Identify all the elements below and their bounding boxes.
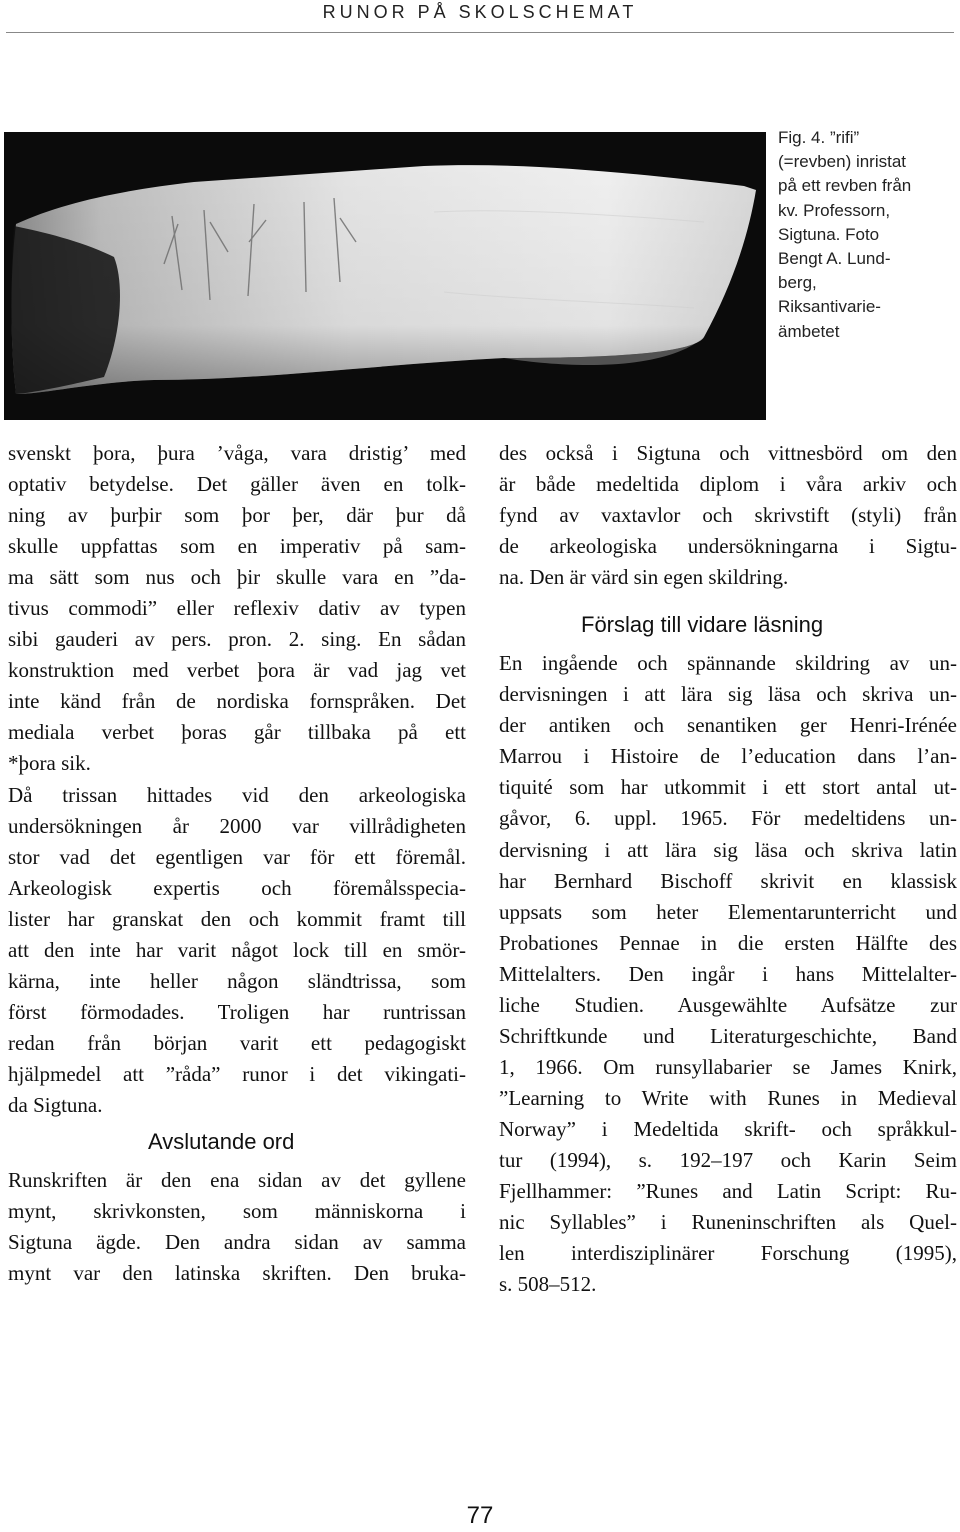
text-line: der antiken och senantiken ger Henri-Irénée <box>499 713 957 738</box>
text-line: de arkeologiska undersökningarna i Sigtu- <box>499 534 957 559</box>
text-line: mynt, skrivkonsten, som människorna i <box>8 1199 466 1224</box>
text-line: konstruktion med verbet þora är vad jag vet <box>8 658 466 683</box>
text-line: s. 508–512. <box>499 1272 597 1297</box>
caption-line: berg, <box>778 273 817 293</box>
page-number: 77 <box>466 1502 494 1529</box>
section-heading: Avslutande ord <box>148 1129 295 1155</box>
text-line: sibi gauderi av pers. pron. 2. sing. En sådan <box>8 627 466 652</box>
text-line: optativ betydelse. Det gäller även en tolk- <box>8 472 466 497</box>
paragraph <box>499 438 957 593</box>
caption-line: på ett revben från <box>778 176 912 196</box>
text-line: först förmodades. Troligen har runtrissan <box>8 999 466 1024</box>
text-line: da Sigtuna. <box>8 1092 103 1117</box>
text-line: dervisning i att lära sig läsa och skriva latin <box>499 837 957 862</box>
text-line: uppsats som heter Elementarunterricht und <box>499 899 957 924</box>
text-line: stor vad det egentligen var för ett föremål. <box>8 844 466 869</box>
text-line: skulle uppfattas som en imperativ på sam- <box>8 534 466 559</box>
text-line: na. Den är värd sin egen skildring. <box>499 565 789 590</box>
text-line: Schriftkunde und Literaturgeschichte, Band <box>499 1023 957 1048</box>
text-line: liche Studien. Ausgewählte Aufsätze zur <box>499 992 957 1017</box>
paragraph <box>8 1165 466 1289</box>
rib-bone-photo <box>4 132 766 420</box>
text-line: des också i Sigtuna och vittnesbörd om den <box>499 441 957 465</box>
text-line: Runskriften är den ena sidan av det gyllene <box>8 1168 466 1193</box>
text-line: Arkeologisk expertis och föremålsspecia- <box>8 875 466 900</box>
caption-line: (=revben) inristat <box>778 152 907 172</box>
text-line: *þora sik. <box>8 751 91 776</box>
text-line: att den inte har varit något lock till en smör- <box>8 937 466 962</box>
paragraph <box>499 648 957 1300</box>
text-line: tivus commodi” eller reflexiv dativ av typen <box>8 596 466 621</box>
text-line: mynt var den latinska skriften. Den bruka- <box>8 1261 466 1286</box>
caption-line: Bengt A. Lund- <box>778 249 891 269</box>
text-line: Norway” i Medeltida skrift- och språkkul- <box>499 1116 957 1141</box>
text-line: ”Learning to Write with Runes in Medieval <box>499 1085 957 1110</box>
text-line: nic Syllables” i Runeninschriften als Quel- <box>499 1210 957 1235</box>
text-line: hjälpmedel att ”råda” runor i det vikingati- <box>8 1061 466 1086</box>
text-line: fynd av vaxtavlor och skrivstift (styli) från <box>499 503 957 528</box>
caption-line: Riksantivarie- <box>778 297 881 317</box>
text-line: inte känd från de nordiska fornspråken. Det <box>8 689 466 714</box>
text-line: Probationes Pennae in die ersten Hälfte des <box>499 930 957 955</box>
text-line: undersökningen år 2000 var villrådigheten <box>8 813 466 838</box>
running-head: RUNOR PÅ SKOLSCHEMAT <box>322 2 638 22</box>
text-line: Fjellhammer: ”Runes and Latin Script: Ru- <box>499 1179 957 1204</box>
text-line: Mittelalters. Den ingår i hans Mittelalter- <box>499 961 957 986</box>
text-line: Då trissan hittades vid den arkeologiska <box>8 782 466 807</box>
text-line: redan från början varit ett pedagogiskt <box>8 1030 466 1055</box>
text-line: är både medeltida diplom i våra arkiv och <box>499 472 957 497</box>
text-line: svenskt þora, þura ’våga, vara dristig’ med <box>8 441 466 465</box>
text-line: tiquité som har utkommit i ett stort antal ut- <box>499 775 957 800</box>
text-line: Marrou i Histoire de l’education dans l’an- <box>499 744 957 769</box>
text-line: kärna, inte heller någon sländtrissa, som <box>8 968 466 993</box>
text-line: En ingående och spännande skildring av un- <box>499 651 957 676</box>
paragraph <box>8 438 466 780</box>
text-line: 1, 1966. Om runsyllabarier se James Knirk, <box>499 1054 957 1079</box>
text-line: Sigtuna ägde. Den andra sidan av samma <box>8 1230 466 1255</box>
right-column <box>499 438 957 1300</box>
caption-line: Fig. 4. ”rifi” <box>778 128 860 147</box>
text-line: mediala verbet þoras går tillbaka på ett <box>8 720 466 745</box>
header-rule <box>6 32 954 33</box>
caption-line: Sigtuna. Foto <box>778 224 880 244</box>
caption-line: ämbetet <box>778 321 840 341</box>
text-line: lister har granskat den och kommit framt till <box>8 906 466 931</box>
left-column <box>8 438 466 1289</box>
paragraph <box>8 780 466 1122</box>
text-line: gåvor, 6. uppl. 1965. För medeltidens un- <box>499 806 957 831</box>
figure-caption <box>778 126 948 344</box>
text-line: dervisningen i att lära sig läsa och skriva un- <box>499 682 957 707</box>
text-line: len interdisziplinärer Forschung (1995), <box>499 1241 957 1266</box>
text-line: ma sätt som nus och þir skulle vara en ”da- <box>8 565 466 590</box>
caption-line: kv. Professorn, <box>778 200 891 220</box>
section-heading: Förslag till vidare läsning <box>581 612 824 638</box>
text-line: har Bernhard Bischoff skrivit en klassisk <box>499 868 957 893</box>
text-line: ning av þurþir som þor þer, där þur då <box>8 503 466 528</box>
text-line: tur (1994), s. 192–197 och Karin Seim <box>499 1147 957 1172</box>
spacer <box>499 593 957 610</box>
